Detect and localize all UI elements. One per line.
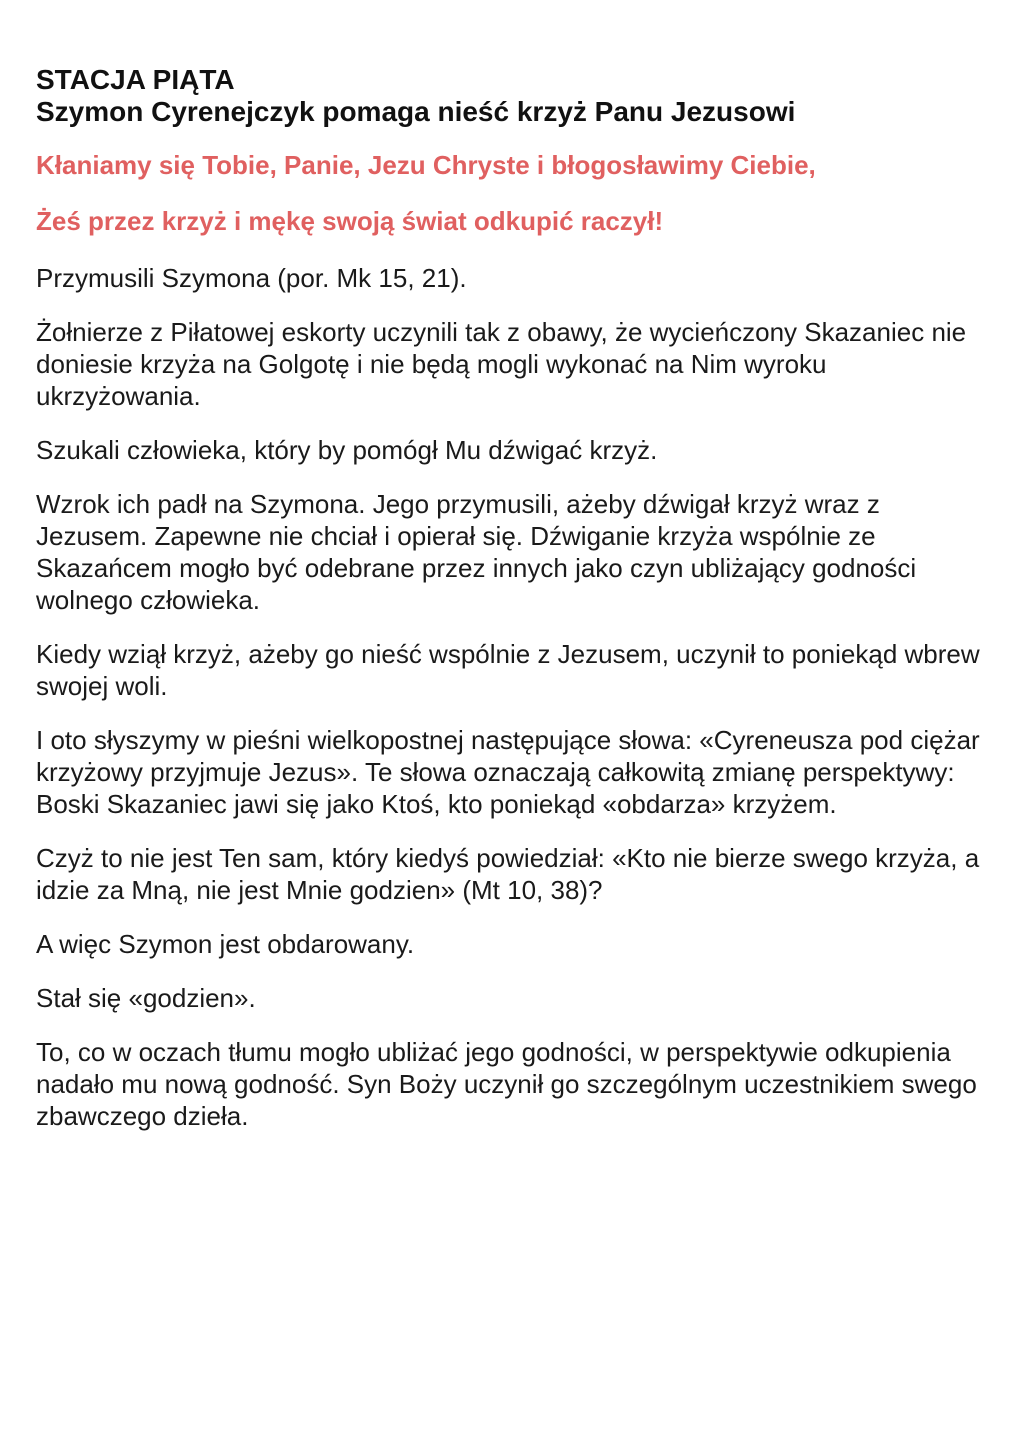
station-title: Szymon Cyrenejczyk pomaga nieść krzyż Panu Jezusowi — [36, 96, 796, 127]
paragraph: Kiedy wziął krzyż, ażeby go nieść wspólnie z Jezusem, uczynił to poniekąd wbrew swojej woli. — [36, 639, 980, 701]
paragraph: Wzrok ich padł na Szymona. Jego przymusili, ażeby dźwigał krzyż wraz z Jezusem. Zapewne nie chciał i opierał się. Dźwiganie krzyża wspólnie ze Skazańcem mogło być odebrane przez innych jako czyn ubliżający godności wolnego człowieka. — [36, 489, 917, 615]
document-page — [36, 64, 996, 1154]
paragraph: Przymusili Szymona (por. Mk 15, 21). — [36, 263, 467, 293]
paragraph: I oto słyszymy w pieśni wielkopostnej następujące słowa: «Cyreneusza pod ciężar krzyżowy przyjmuje Jezus». Te słowa oznaczają całkowitą zmianę perspektywy: Boski Skazaniec jawi się jako Ktoś, kto poniekąd «obdarza» krzyżem. — [36, 725, 980, 819]
paragraph: To, co w oczach tłumu mogło ubliżać jego godności, w perspektywie odkupienia nadało mu nową godność. Syn Boży uczynił go szczególnym uczestnikiem swego zbawczego dzieła. — [36, 1037, 977, 1131]
station-label: STACJA PIĄTA — [36, 64, 235, 95]
acclamation-line-2: Żeś przez krzyż i mękę swoją świat odkupić raczył! — [36, 206, 664, 236]
paragraph: Stał się «godzien». — [36, 983, 256, 1013]
paragraph: Czyż to nie jest Ten sam, który kiedyś powiedział: «Kto nie bierze swego krzyża, a idzie za Mną, nie jest Mnie godzien» (Mt 10, 38)? — [36, 843, 980, 905]
acclamation-line-1: Kłaniamy się Tobie, Panie, Jezu Chryste i błogosławimy Ciebie, — [36, 150, 816, 180]
paragraph: Żołnierze z Piłatowej eskorty uczynili tak z obawy, że wycieńczony Skazaniec nie doniesie krzyża na Golgotę i nie będą mogli wykonać na Nim wyroku ukrzyżowania. — [36, 317, 967, 411]
paragraph: A więc Szymon jest obdarowany. — [36, 929, 415, 959]
paragraph: Szukali człowieka, który by pomógł Mu dźwigać krzyż. — [36, 435, 658, 465]
meditation-text — [36, 262, 996, 1132]
